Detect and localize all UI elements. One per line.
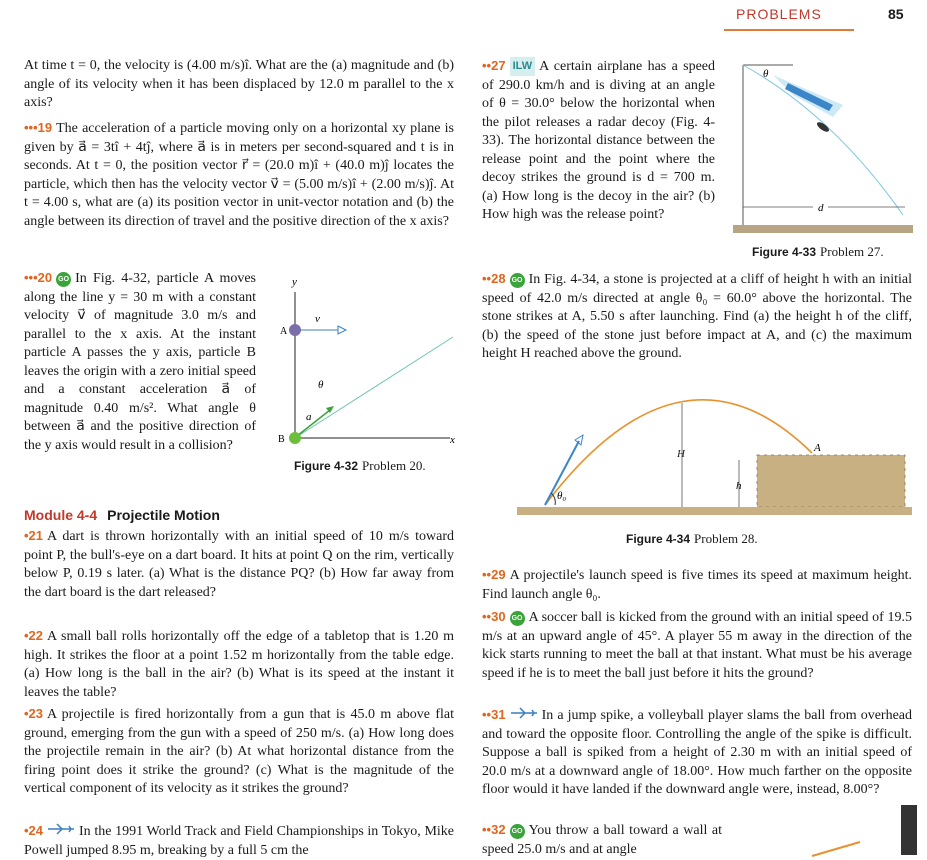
A-label: A [814, 442, 821, 454]
problem-22 [24, 627, 454, 702]
throw-line [812, 842, 860, 856]
problem-number: ••28 [482, 271, 506, 286]
angle-arc [551, 493, 555, 505]
a-vector-label: a⃗ [306, 411, 321, 423]
go-badge: GO [510, 611, 525, 626]
problem-30-text: A soccer ball is kicked from the ground with an initial speed of 19.5 m/s at an upward angle of 45°. A player 55 m away in the direction of the kick starts running to meet the ball at that instant. What must be his average speed if he is to meet the ball just before it hits the ground? [482, 610, 912, 681]
problem-28-text: In Fig. 4-34, a stone is projected at a cliff of height h with an initial speed of 42.0 m/s directed at angle θ₀ = 60.0° above the horizontal. The stone strikes at A, 5.50 s after launching. Find (a) the height h of the cliff, (b) the speed of the stone just before impact at A, and (c) the maximum height H reached above the ground. [482, 272, 912, 361]
figure-label: Figure 4-32 [294, 459, 359, 473]
problem-18-text: At time t = 0, the velocity is (4.00 m/s)î. What are the (a) magnitude and (b) angle of its velocity when it has been displaced by 12.0 m parallel to the x axis? [24, 58, 454, 110]
problem-28 [482, 270, 912, 364]
theta-label: θ [763, 68, 769, 80]
problem-number: •••19 [24, 120, 53, 135]
figure-4-32-caption [294, 458, 426, 474]
problem-23-text: A projectile is fired horizontally from a gun that is 45.0 m above flat ground, emerging from the gun with a speed of 250 m/s. (a) How long does the projectile remain in the air? (b) At what horizontal distance from the firing point does it strike the ground? (c) What is the magnitude of the vertical component of its velocity as it strikes the ground? [24, 707, 454, 796]
launch-arrowhead [575, 435, 583, 445]
theta0-label: θ₀ [557, 490, 567, 502]
figure-4-34-caption [626, 531, 758, 547]
problem-30 [482, 608, 912, 683]
problem-18-continuation [24, 57, 454, 113]
figure-4-34 [517, 385, 912, 525]
particle-a [289, 324, 301, 336]
v-vector-label: v⃗ [315, 313, 329, 325]
problem-19-text: The acceleration of a particle moving only on a horizontal xy plane is given by a⃗ = 3tî + 4tĵ, where a⃗ is in meters per second-squared and t is in seconds. At t = 0, the position vector r⃗ = (20.0 m)î + (40.0 m)ĵ locates the particle, which then has the velocity vector v⃗ = (5.00 m/s)î + (2.00 m/s)ĵ. At t = 4.00 s, what are (a) its position vector in unit-vector notation and (b) the angle between its direction of travel and the positive direction of the x axis? [24, 121, 454, 229]
plane-icon [510, 707, 538, 719]
particle-b [289, 432, 301, 444]
figure-caption-text: Problem 27. [820, 244, 884, 259]
ilw-badge: ILW [510, 57, 536, 76]
problem-20-text: In Fig. 4-32, particle A moves along the line y = 30 m with a constant velocity v⃗ of magnitude 3.0 m/s and parallel to the x axis. At the instant particle A passes the y axis, particle B leaves the origin with a zero initial speed and a constant acceleration a⃗ of magnitude 0.40 m/s². What angle θ between a⃗ and the positive direction of the y axis would result in a collision? [24, 271, 256, 453]
problem-22-text: A small ball rolls horizontally off the edge of a tabletop that is 1.20 m high. It strikes the floor at a point 1.52 m horizontally from the table edge. (a) How long is the ball in the air? (b) What is its speed at the instant it leaves the table? [24, 629, 454, 700]
y-axis-label: y [292, 276, 297, 288]
problem-24-text: In the 1991 World Track and Field Championships in Tokyo, Mike Powell jumped 8.95 m, breaking by a full 5 cm the [24, 824, 454, 858]
problem-24 [24, 822, 454, 860]
sidebar-tab [901, 805, 917, 855]
figure-4-33 [733, 55, 913, 243]
h-label: h [736, 480, 742, 492]
problem-31 [482, 706, 912, 800]
problem-number: ••32 [482, 822, 506, 837]
velocity-arrowhead [338, 326, 346, 334]
wall-throw-figure-fragment [810, 838, 870, 858]
problem-number: •••20 [24, 270, 53, 285]
figure-4-32 [268, 270, 460, 455]
particle-a-label: A [280, 326, 288, 337]
ground [733, 225, 913, 233]
problem-29-text: A projectile's launch speed is five times its speed at maximum height. Find launch angle θ₀. [482, 568, 912, 602]
problem-21 [24, 527, 454, 602]
problem-20 [24, 269, 256, 455]
problem-29 [482, 566, 912, 604]
problem-number: ••29 [482, 567, 506, 582]
problem-number: •21 [24, 528, 44, 543]
d-label: d [818, 202, 824, 214]
header-rule [724, 29, 854, 31]
go-badge: GO [510, 273, 525, 288]
particle-b-label: B [278, 434, 285, 445]
theta-label: θ [318, 379, 324, 391]
module-number: Module 4-4 [24, 507, 98, 523]
H-label: H [677, 448, 685, 460]
plane-icon [47, 823, 75, 835]
problem-number: •23 [24, 706, 44, 721]
running-header-title: PROBLEMS [736, 6, 822, 22]
problem-19 [24, 119, 454, 231]
figure-4-33-caption [752, 244, 884, 260]
problem-27 [482, 57, 715, 225]
figure-label: Figure 4-33 [752, 245, 817, 259]
page-number: 85 [888, 6, 904, 22]
figure-caption-text: Problem 28. [694, 531, 758, 546]
problem-number: ••31 [482, 707, 506, 722]
problem-number: ••30 [482, 609, 506, 624]
problem-number: •24 [24, 823, 44, 838]
problem-number: ••27 [482, 58, 506, 73]
problem-32-text: You throw a ball toward a wall at speed 25.0 m/s and at angle [482, 823, 722, 857]
problem-32 [482, 821, 722, 859]
trajectory-curve [743, 65, 903, 215]
problem-23 [24, 705, 454, 799]
problem-21-text: A dart is thrown horizontally with an initial speed of 10 m/s toward point P, the bull's-eye on a dart board. It hits at point Q on the rim, vertically below P, 0.19 s later. (a) What is the distance PQ? (b) How far away from the dart board is the dart released? [24, 529, 454, 600]
x-axis-label: x [450, 434, 455, 446]
figure-caption-text: Problem 20. [362, 458, 426, 473]
section-heading [24, 507, 220, 523]
problem-27-text: A certain airplane has a speed of 290.0 km/h and is diving at an angle of θ = 30.0° below the horizontal when the pilot releases a radar decoy (Fig. 4-33). The horizontal distance between the release point and the point where the decoy strikes the ground is d = 700 m. (a) How long is the decoy in the air? (b) How high was the release point? [482, 59, 715, 222]
cliff [757, 455, 905, 507]
figure-label: Figure 4-34 [626, 532, 691, 546]
go-badge: GO [56, 272, 71, 287]
go-badge: GO [510, 824, 525, 839]
ground [517, 507, 912, 515]
problem-number: •22 [24, 628, 44, 643]
module-title: Projectile Motion [107, 507, 220, 523]
problem-31-text: In a jump spike, a volleyball player slams the ball from overhead and toward the opposite floor. Controlling the angle of the spike is difficult. Suppose a ball is spiked from a height of 2.30 m with an initial speed of 20.0 m/s at a downward angle of 18.00°. How much farther on the opposite floor would it have landed if the downward angle were, instead, 8.00°? [482, 708, 912, 797]
